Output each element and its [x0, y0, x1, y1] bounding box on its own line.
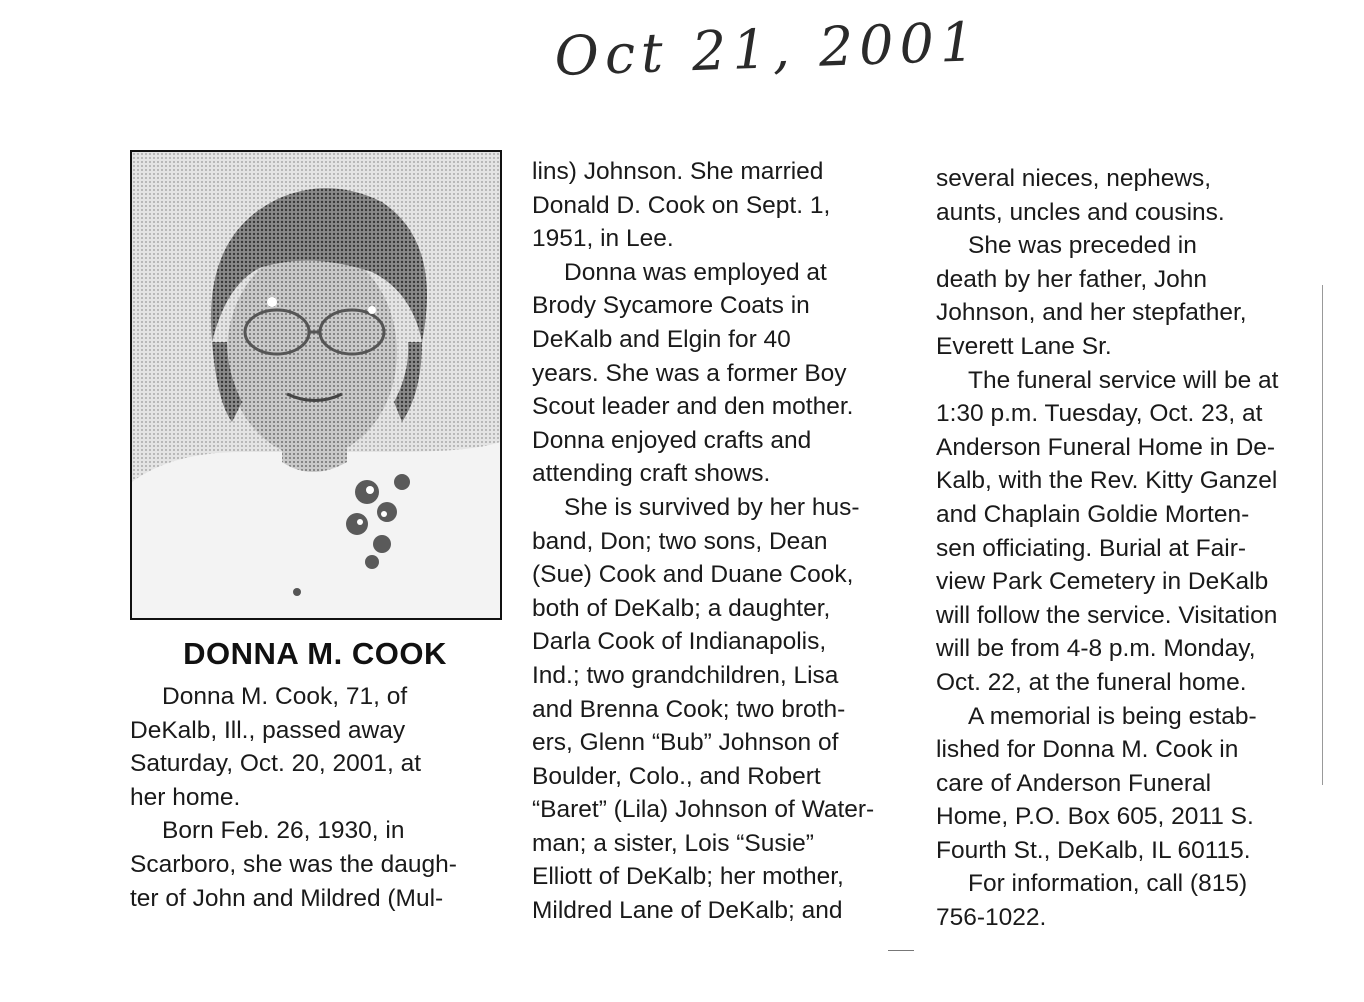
column-2-line: Ind.; two grandchildren, Lisa: [532, 661, 839, 689]
column-3-line: Oct. 22, at the funeral home.: [936, 668, 1247, 696]
column-3-line: will be from 4-8 p.m. Monday,: [936, 635, 1256, 663]
column-3: [936, 162, 1278, 935]
column-3-line: care of Anderson Funeral: [936, 769, 1212, 797]
handwritten-date: Oct 21, 2001: [553, 10, 982, 88]
column-3-line: sen officiating. Burial at Fair-: [936, 534, 1247, 562]
column-3-line: will follow the service. Visitation: [936, 601, 1278, 629]
column-3-line: Johnson, and her stepfather,: [936, 299, 1247, 327]
obituary-headline: DONNA M. COOK: [183, 636, 447, 671]
column-1-line: Saturday, Oct. 20, 2001, at: [130, 750, 421, 778]
column-2-line: Brody Sycamore Coats in: [532, 292, 810, 320]
column-2-line: DeKalb and Elgin for 40: [532, 325, 791, 353]
column-3-line: Everett Lane Sr.: [936, 332, 1112, 360]
portrait-photo: [130, 150, 502, 620]
column-2-line: Donald D. Cook on Sept. 1,: [532, 191, 831, 219]
column-2-line: ers, Glenn “Bub” Johnson of: [532, 729, 839, 757]
column-1-line: ter of John and Mildred (Mul-: [130, 884, 444, 912]
column-2-line: Darla Cook of Indianapolis,: [532, 628, 827, 656]
column-2-line: “Baret” (Lila) Johnson of Water-: [532, 796, 875, 824]
column-3-line: A memorial is being estab-: [968, 702, 1257, 730]
column-2-line: Boulder, Colo., and Robert: [532, 762, 821, 790]
end-rule: [888, 950, 914, 951]
column-2-line: and Brenna Cook; two broth-: [532, 695, 846, 723]
column-2-line: 1951, in Lee.: [532, 225, 674, 253]
column-3-line: lished for Donna M. Cook in: [936, 736, 1239, 764]
scan-margin-line: [1322, 285, 1323, 785]
column-2-line: Donna was employed at: [564, 258, 827, 286]
column-2-line: She is survived by her hus-: [564, 493, 860, 521]
column-2-line: years. She was a former Boy: [532, 359, 847, 387]
column-3-line: She was preceded in: [968, 232, 1197, 260]
column-1-line: DeKalb, Ill., passed away: [130, 716, 406, 744]
column-2-line: Scout leader and den mother.: [532, 393, 854, 421]
column-3-line: Home, P.O. Box 605, 2011 S.: [936, 803, 1254, 831]
column-3-line: death by her father, John: [936, 265, 1208, 293]
column-2: [532, 155, 874, 928]
column-3-line: 1:30 p.m. Tuesday, Oct. 23, at: [936, 400, 1263, 428]
column-1-line: Scarboro, she was the daugh-: [130, 850, 457, 878]
column-1-line: Donna M. Cook, 71, of: [162, 683, 408, 710]
column-2-line: both of DeKalb; a daughter,: [532, 594, 831, 622]
column-3-line: The funeral service will be at: [968, 366, 1279, 394]
column-2-line: attending craft shows.: [532, 460, 771, 488]
column-3-line: Anderson Funeral Home in De-: [936, 433, 1276, 461]
column-2-line: (Sue) Cook and Duane Cook,: [532, 561, 854, 589]
column-3-line: view Park Cemetery in DeKalb: [936, 568, 1269, 596]
column-2-line: band, Don; two sons, Dean: [532, 527, 828, 555]
column-1-line: her home.: [130, 783, 241, 811]
column-1-line: Born Feb. 26, 1930, in: [162, 817, 405, 845]
column-3-line: several nieces, nephews,: [936, 165, 1212, 192]
column-1: [130, 680, 457, 915]
column-3-line: Kalb, with the Rev. Kitty Ganzel: [936, 467, 1278, 495]
column-3-line: 756-1022.: [936, 904, 1047, 932]
column-3-line: For information, call (815): [968, 870, 1248, 898]
portrait-illustration: [132, 152, 500, 618]
column-3-line: and Chaplain Goldie Morten-: [936, 500, 1250, 528]
column-2-line: lins) Johnson. She married: [532, 158, 824, 185]
column-2-line: man; a sister, Lois “Susie”: [532, 829, 814, 857]
column-3-line: aunts, uncles and cousins.: [936, 198, 1225, 226]
column-2-line: Mildred Lane of DeKalb; and: [532, 897, 843, 925]
column-3-line: Fourth St., DeKalb, IL 60115.: [936, 836, 1251, 864]
column-2-line: Elliott of DeKalb; her mother,: [532, 863, 844, 891]
column-2-line: Donna enjoyed crafts and: [532, 426, 812, 454]
